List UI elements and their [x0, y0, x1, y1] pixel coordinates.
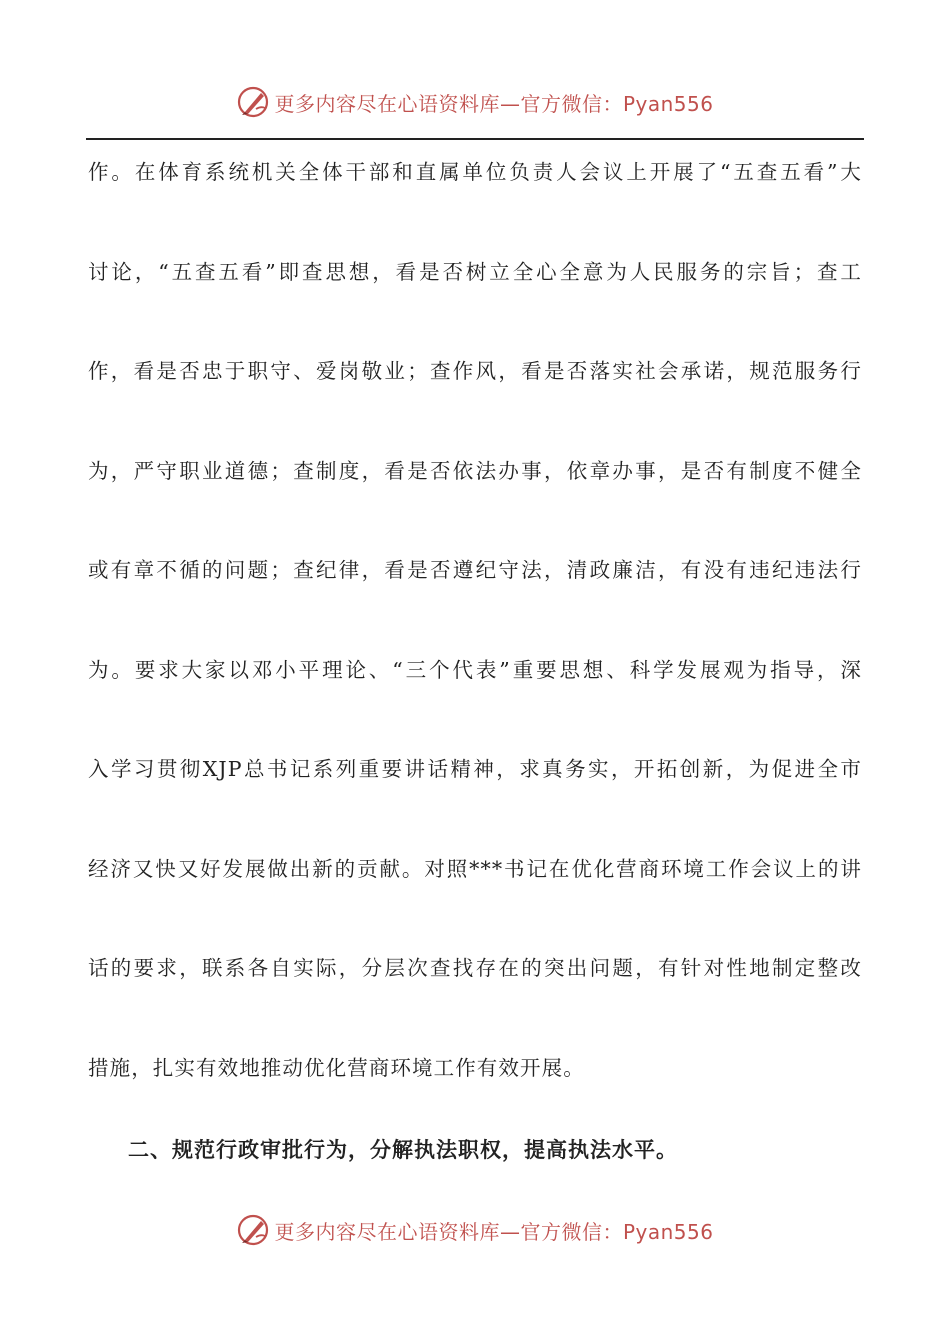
- header-banner-text: 更多内容尽在心语资料库—官方微信：Pyan556: [274, 91, 714, 116]
- paragraph-line: 作。在体育系统机关全体干部和直属单位负责人会议上开展了“五查五看”大: [88, 160, 862, 184]
- paragraph-line: 经济又快又好发展做出新的贡献。对照***书记在优化营商环境工作会议上的讲: [88, 856, 862, 881]
- footer-banner: [0, 1210, 950, 1250]
- pen-logo-icon: [236, 1213, 270, 1247]
- section-heading: 二、规范行政审批行为，分解执法职权，提高执法水平。: [128, 1137, 678, 1162]
- paragraph-line: 入学习贯彻XJP总书记系列重要讲话精神，求真务实，开拓创新，为促进全市: [88, 757, 862, 781]
- paragraph-line: 或有章不循的问题；查纪律，看是否遵纪守法，清政廉洁，有没有违纪违法行: [88, 558, 862, 582]
- paragraph-line: 为。要求大家以邓小平理论、“三个代表”重要思想、科学发展观为指导，深: [88, 657, 862, 682]
- paragraph-line: 为，严守职业道德；查制度，看是否依法办事，依章办事，是否有制度不健全: [88, 458, 862, 483]
- body-paragraph: [88, 148, 862, 1143]
- header-banner: [0, 82, 950, 122]
- paragraph-line: 讨论，“五查五看”即查思想，看是否树立全心全意为人民服务的宗旨；查工: [88, 259, 862, 284]
- header-rule: [86, 138, 864, 140]
- footer-banner-text: 更多内容尽在心语资料库—官方微信：Pyan556: [274, 1219, 714, 1244]
- paragraph-line: 措施，扎实有效地推动优化营商环境工作有效开展。: [88, 1055, 585, 1080]
- paragraph-line: 话的要求，联系各自实际，分层次查找存在的突出问题，有针对性地制定整改: [88, 956, 862, 980]
- paragraph-line: 作，看是否忠于职守、爱岗敬业；查作风，看是否落实社会承诺，规范服务行: [88, 359, 862, 383]
- pen-logo-icon: [236, 85, 270, 119]
